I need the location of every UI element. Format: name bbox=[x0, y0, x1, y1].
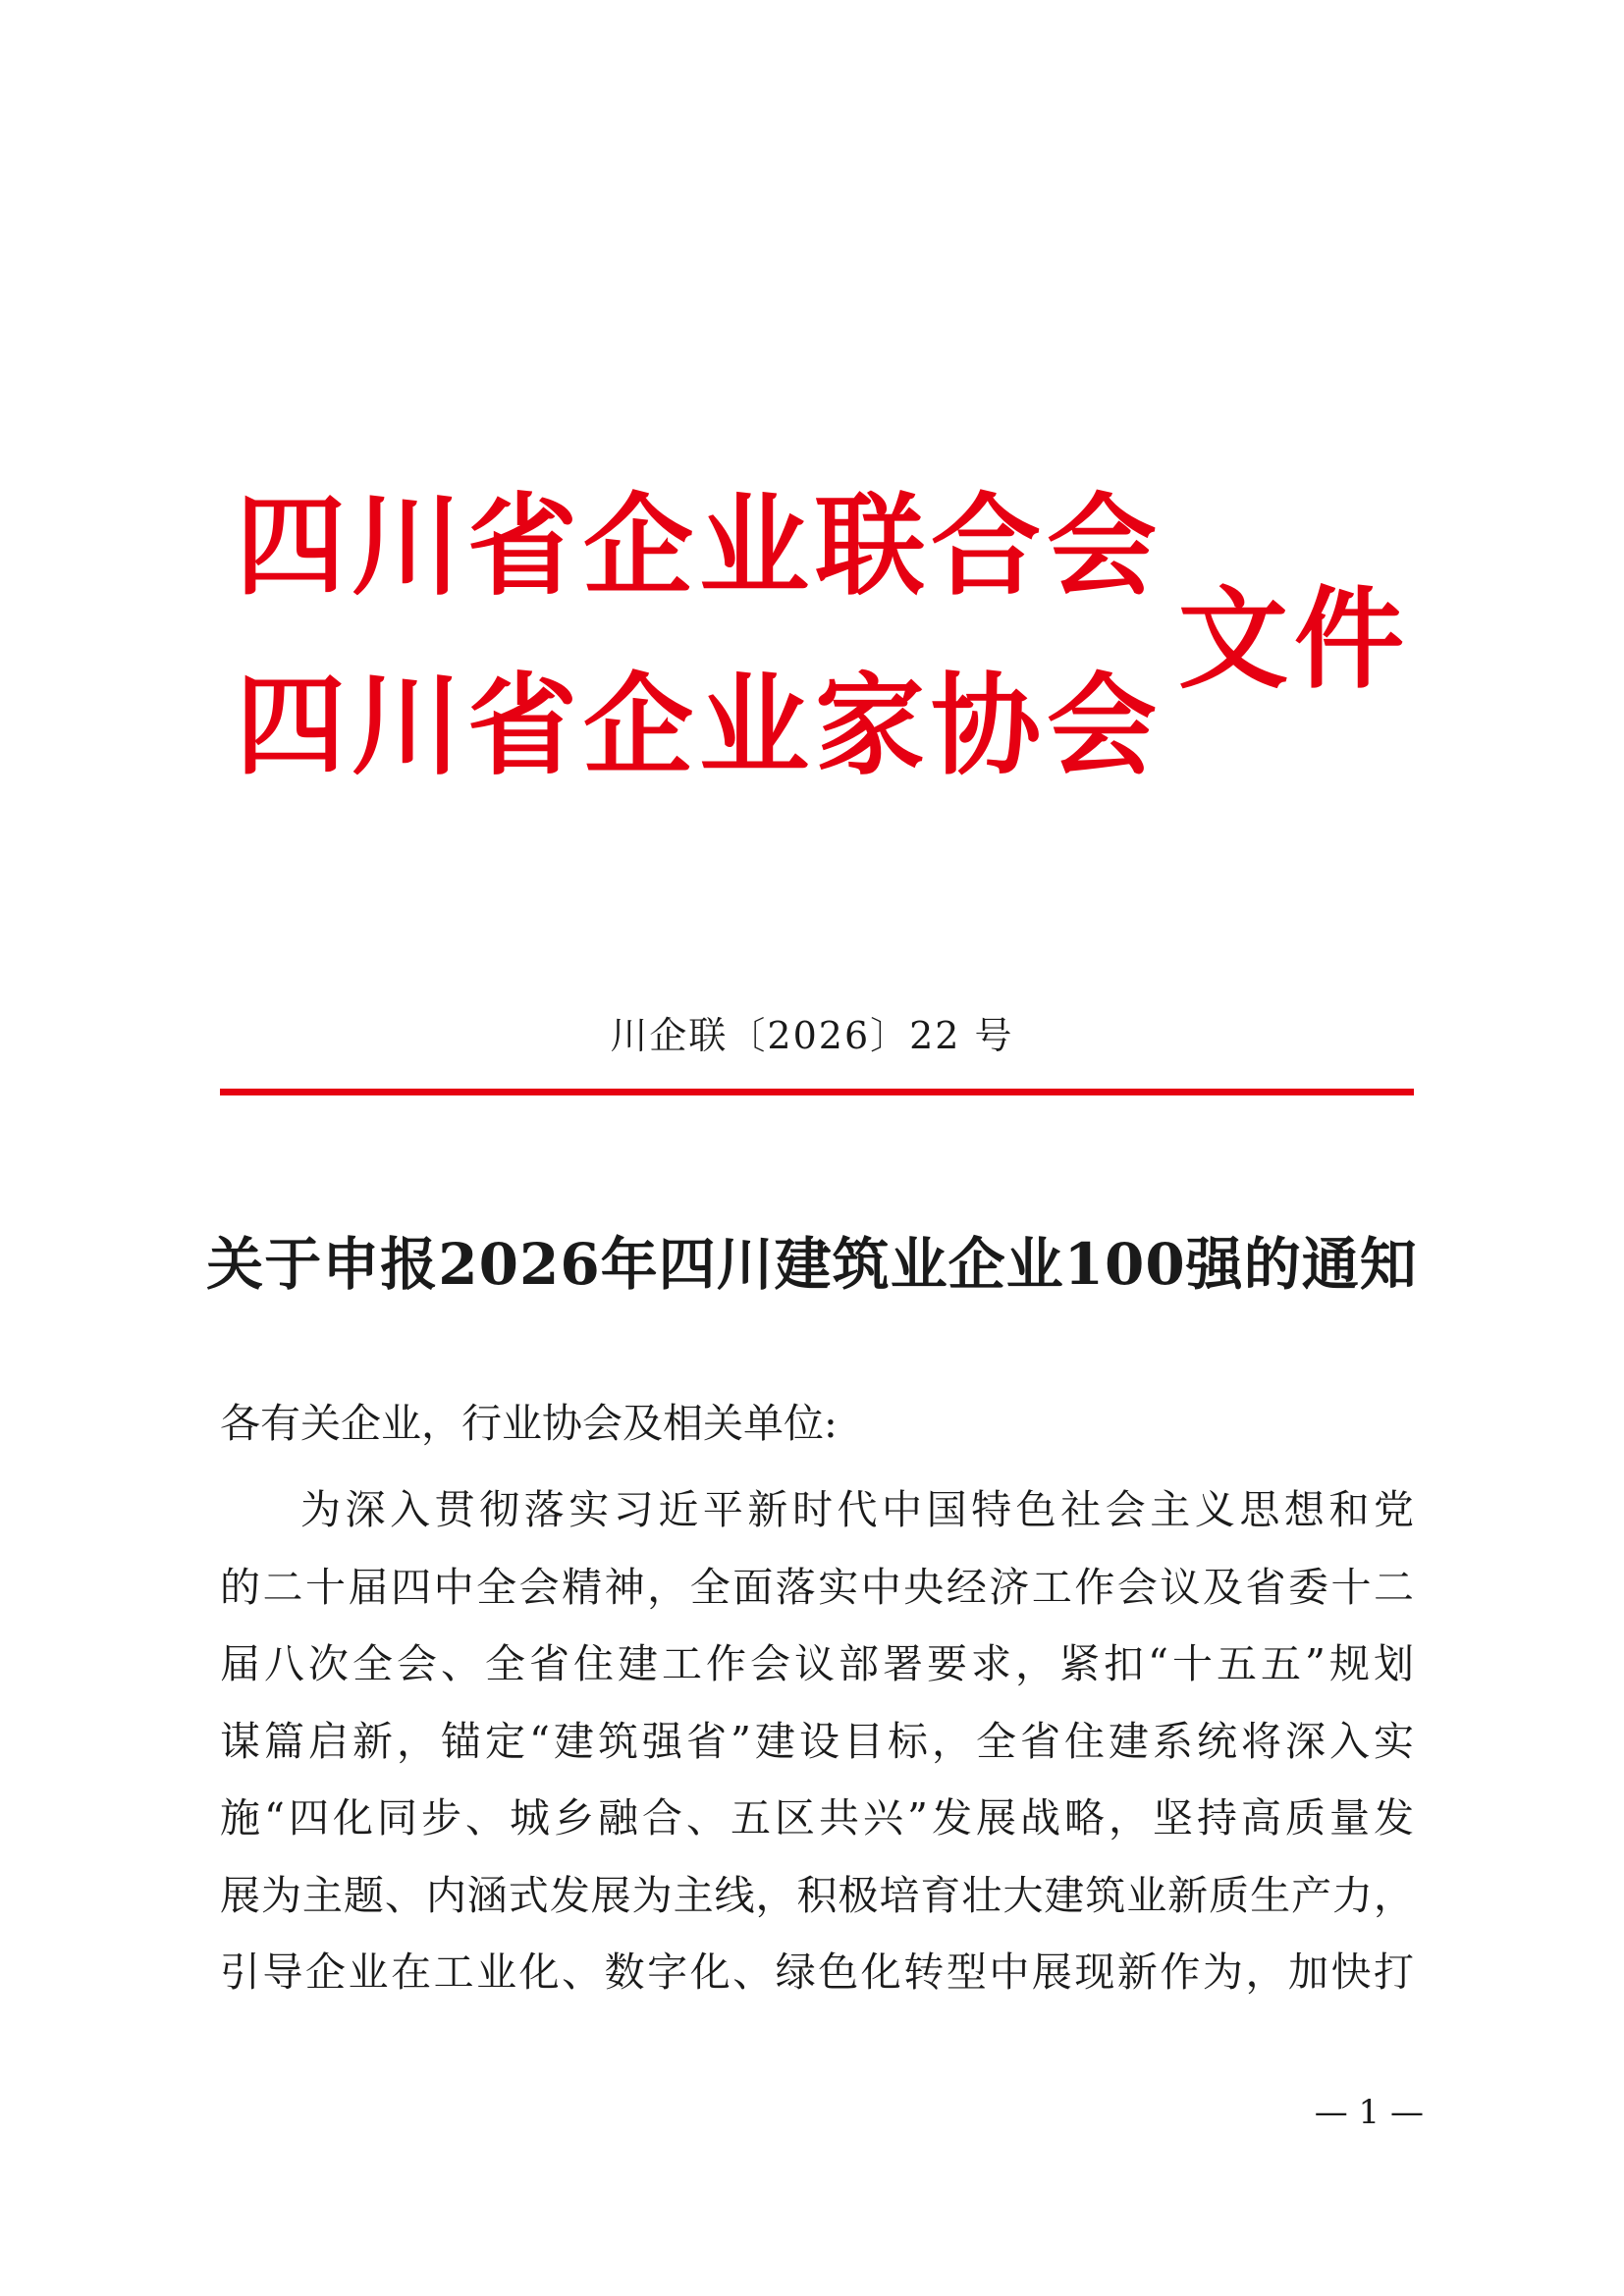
red-divider-line bbox=[220, 1089, 1414, 1095]
body-line: 的二十届四中全会精神，全面落实中央经济工作会议及省委十二 bbox=[220, 1564, 1414, 1611]
issuer-name-1: 四川省企业联合会 bbox=[236, 483, 1163, 611]
body-line: 届八次全会、全省住建工作会议部署要求，紧扣“十五五”规划 bbox=[220, 1640, 1414, 1687]
body-line: 引导企业在工业化、数字化、绿色化转型中展现新作为，加快打 bbox=[220, 1949, 1414, 1996]
body-line: 为深入贯彻落实习近平新时代中国特色社会主义思想和党 bbox=[300, 1486, 1414, 1533]
document-label: 文件 bbox=[1178, 576, 1410, 704]
page-number: — 1 — bbox=[1314, 2093, 1424, 2132]
document-title: 关于申报2026年四川建筑业企业100强的通知 bbox=[206, 1231, 1418, 1298]
document-number: 川企联〔2026〕22 号 bbox=[610, 1014, 1014, 1057]
body-line: 谋篇启新，锚定“建筑强省”建设目标，全省住建系统将深入实 bbox=[220, 1718, 1414, 1765]
issuer-name-2: 四川省企业家协会 bbox=[236, 663, 1163, 790]
salutation: 各有关企业，行业协会及相关单位: bbox=[220, 1400, 838, 1447]
body-line: 施“四化同步、城乡融合、五区共兴”发展战略，坚持高质量发 bbox=[220, 1794, 1414, 1842]
body-line: 展为主题、内涵式发展为主线，积极培育壮大建筑业新质生产力， bbox=[220, 1872, 1414, 1919]
